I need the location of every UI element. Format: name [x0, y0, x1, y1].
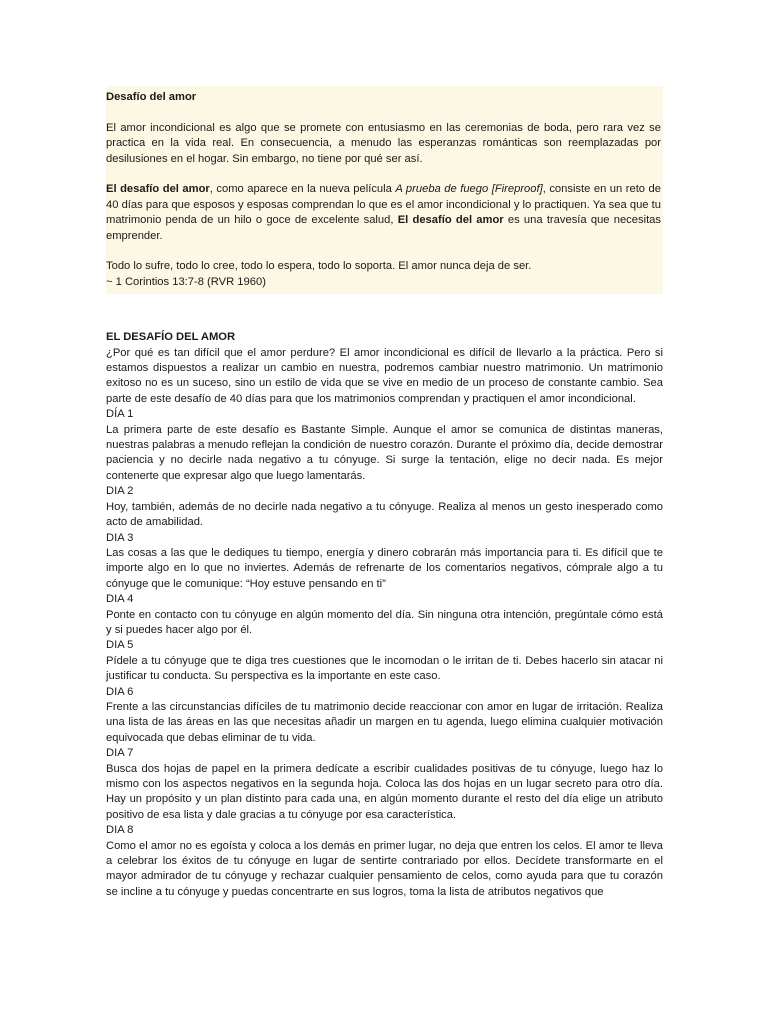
day-label: DIA 3: [106, 531, 134, 544]
intro-text-3: es una travesía que necesitas emprender.: [106, 214, 662, 242]
day-text: Pídele a tu cónyuge que te diga tres cuestiones que le incomodan o le irritan de ti. Debes hacerlo sin atacar ni justificar tu conducta. Su perspectiva es la importante en este caso.: [106, 654, 663, 683]
intro-paragraph-1: El amor incondicional es algo que se promete con entusiasmo en las ceremonias de boda, pero rara vez se practica en la vida real. En consecuencia, a menudo las esperanzas románticas son reemplazadas por desilusiones en el hogar. Sin embargo, no tiene por qué ser así.: [106, 121, 661, 165]
intro-text-2: , consiste en un reto de 40 días para que esposos y esposas comprendan lo que es el amor incondicional y lo practiquen. Ya sea que tu matrimonio penda de un hilo o goce de excelente salud,: [106, 183, 661, 227]
day-label: DIA 6: [106, 685, 134, 698]
day-label: DÍA 1: [106, 408, 134, 421]
day-text: Busca dos hojas de papel en la primera dedícate a escribir cualidades positivas de tu cónyuge, luego haz lo mismo con los aspectos negativos en la segunda hoja. Coloca las dos hojas en un lugar secreto para otro día. Hay un propósito y un plan distinto para cada una, en algún momento durante el resto del día elige un atributo positivo de esa lista y dale gracias a tu cónyuge por esa característica.: [106, 762, 663, 821]
day-text: Las cosas a las que le dediques tu tiempo, energía y dinero cobrarán más importancia para ti. Es difícil que te importe algo en lo que no inviertes. Además de refrenarte de los comentarios negativos, cómprale algo a tu cónyuge que le comunique: “Hoy estuve pensando en ti”: [106, 546, 663, 590]
day-label: DIA 2: [106, 485, 134, 498]
intro-verse: Todo lo sufre, todo lo cree, todo lo espera, todo lo soporta. El amor nunca deja de ser.: [106, 260, 532, 273]
document-page: [106, 86, 663, 900]
challenge-heading: EL DESAFÍO DEL AMOR: [106, 331, 236, 344]
intro-title: Desafío del amor: [106, 91, 197, 103]
intro-verse-reference: ~ 1 Corintios 13:7-8 (RVR 1960): [106, 275, 266, 288]
day-text: Frente a las circunstancias difíciles de tu matrimonio decide reaccionar con amor en lugar de irritación. Realiza una lista de las áreas en las que necesitas añadir un margen en tu agenda, luego elimina cualquier motivación equivocada que debas eliminar de tu vida.: [106, 700, 663, 744]
intro-bold-challenge-1: El desafío del amor: [106, 183, 210, 196]
intro-bold-challenge-2: El desafío del amor: [397, 214, 504, 227]
intro-movie-title: A prueba de fuego [Fireproof]: [395, 183, 543, 196]
intro-verse-block: [106, 259, 661, 290]
challenge-intro: ¿Por qué es tan difícil que el amor perdure? El amor incondicional es difícil de llevarlo a la práctica. Pero si estamos dispuestos a realizar un cambio en nuestra, podremos cambiar nuestro matrimonio. Un matrimonio exitoso no es un suceso, sino un estilo de vida que se vive en medio de un proceso de constante cambio. Sea parte de este desafío de 40 días para que los matrimonios comprendan y practiquen el amor incondicional.: [106, 346, 663, 405]
intro-paragraph-2: [106, 182, 661, 244]
day-text: Ponte en contacto con tu cónyuge en algún momento del día. Sin ninguna otra intención, pregúntale cómo está y si puedes hacer algo por él.: [106, 608, 663, 636]
challenge-section: [106, 330, 663, 900]
day-text: Hoy, también, además de no decirle nada negativo a tu cónyuge. Realiza al menos un gesto inesperado como acto de amabilidad.: [106, 500, 663, 529]
day-text: La primera parte de este desafío es Bastante Simple. Aunque el amor se comunica de distintas maneras, nuestras palabras a menudo reflejan la condición de nuestro corazón. Durante el próximo día, decide demostrar paciencia y no decirle nada negativo a tu cónyuge. Si surge la tentación, elige no decir nada. Es mejor contenerte que expresar algo que luego lamentarás.: [106, 423, 663, 482]
intro-box: [106, 86, 663, 294]
intro-text-1: , como aparece en la nueva película: [209, 183, 396, 196]
day-label: DIA 8: [106, 824, 134, 837]
day-label: DIA 7: [106, 747, 134, 760]
day-label: DIA 4: [106, 593, 134, 606]
day-text: Como el amor no es egoísta y coloca a los demás en primer lugar, no deja que entren los celos. El amor te lleva a celebrar los éxitos de tu cónyuge en lugar de sentirte contrariado por ellos. Decídete transformarte en el mayor admirador de tu cónyuge y rechazar cualquier pensamiento de celos, como ayuda para que tu corazón se incline a tu cónyuge y puedas concentrarte en sus logros, toma la lista de atributos negativos que: [106, 839, 663, 898]
day-label: DIA 5: [106, 639, 134, 652]
